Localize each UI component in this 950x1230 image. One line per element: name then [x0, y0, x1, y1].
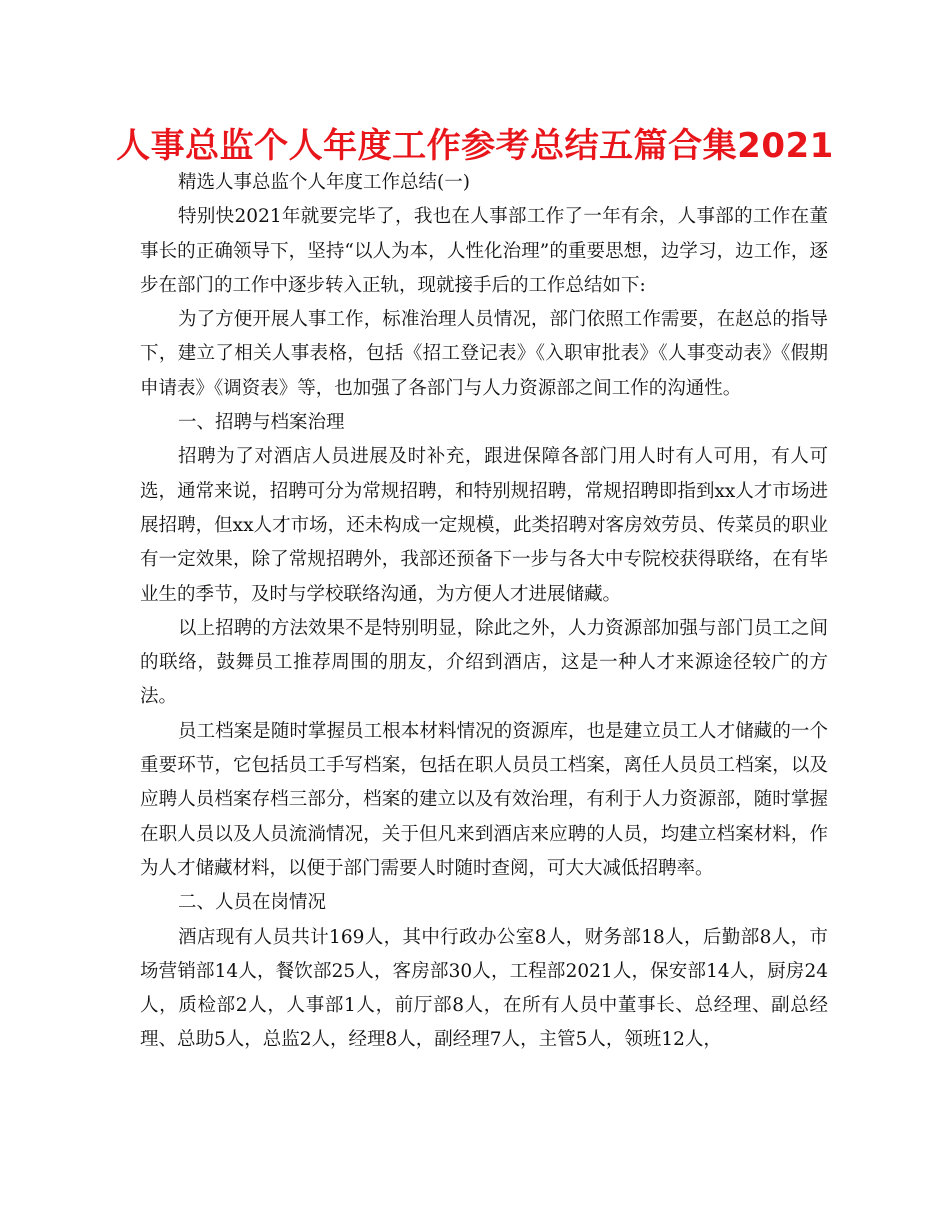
section-heading-staffing: 二、人员在岗情况 — [178, 892, 327, 914]
intro-paragraph: 特别快2021年就要完毕了，我也在人事部工作了一年有余，人事部的工作在董事长的正确领导下，坚持“以人为本，人性化治理”的重要思想，边学习，边工作，逐步在部门的工作中逐步转入正轨，现就接手后的工作总结如下: — [140, 206, 828, 296]
document-body — [140, 166, 828, 1058]
staffing-paragraph: 酒店现有人员共计169人，其中行政办公室8人，财务部18人，后勤部8人，市场营销部14人，餐饮部25人，客房部30人，工程部2021人，保安部14人，厨房24人，质检部2人，人事部1人，前厅部8人，在所有人员中董事长、总经理、副总经理、总助5人，总监2人，经理8人，副经理7人，主管5人，领班12人， — [140, 926, 828, 1051]
recruitment-paragraph: 招聘为了对酒店人员进展及时补充，跟进保障各部门用人时有人可用，有人可选，通常来说，招聘可分为常规招聘，和特别规招聘，常规招聘即指到xx人才市场进展招聘，但xx人才市场，还未构成一定规模，此类招聘对客房效劳员、传菜员的职业有一定效果，除了常规招聘外，我部还预备下一步与各大中专院校获得联络，在有毕业生的季节，及时与学校联络沟通，为方便人才进展储藏。 — [140, 446, 828, 605]
section-heading-recruitment: 一、招聘与档案治理 — [178, 412, 345, 434]
forms-paragraph: 为了方便开展人事工作，标准治理人员情况，部门依照工作需要，在赵总的指导下，建立了相关人事表格，包括《招工登记表》《入职审批表》《人事变动表》《假期申请表》《调资表》等，也加强了各部门与人力资源部之间工作的沟通性。 — [140, 309, 828, 399]
document-title: 人事总监个人年度工作参考总结五篇合集2021 — [116, 126, 834, 166]
referral-paragraph: 以上招聘的方法效果不是特别明显，除此之外，人力资源部加强与部门员工之间的联络，鼓舞员工推荐周围的朋友，介绍到酒店，这是一种人才来源途径较广的方法。 — [140, 617, 828, 708]
archive-paragraph: 员工档案是随时掌握员工根本材料情况的资源库，也是建立员工人才储藏的一个重要环节，它包括员工手写档案，包括在职人员员工档案，离任人员员工档案，以及应聘人员档案存档三部分，档案的建立以及有效治理，有利于人力资源部，随时掌握在职人员以及人员流淌情况，关于但凡来到酒店来应聘的人员，均建立档案材料，作为人才储藏材料，以便于部门需要人时随时查阅，可大大减低招聘率。 — [140, 720, 828, 879]
subtitle-paragraph: 精选人事总监个人年度工作总结(一) — [178, 172, 470, 193]
